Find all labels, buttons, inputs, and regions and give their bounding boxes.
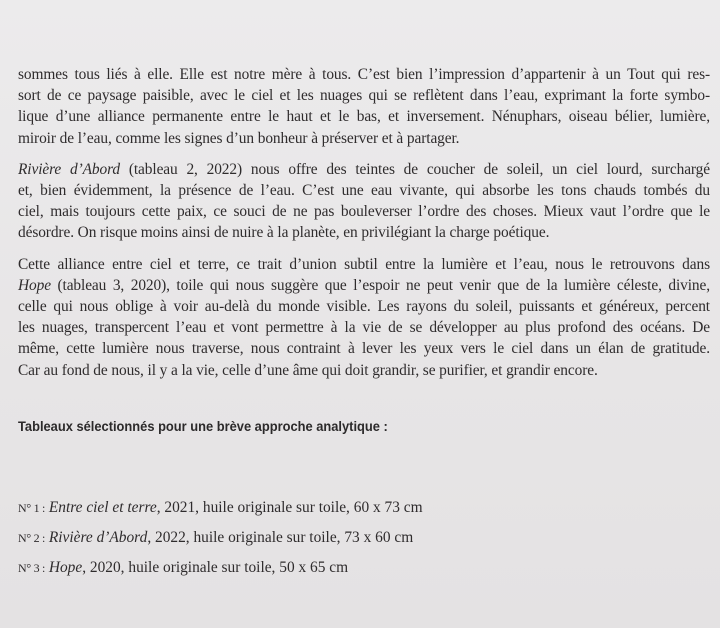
painting-details: , 2021, huile originale sur toile, 60 x 73 cm	[156, 499, 423, 516]
list-item	[18, 558, 423, 578]
text-line: même, cette lumière nous traverse, nous contraint à lever les yeux vers le ciel dans un élan de gratitude.	[18, 340, 710, 358]
text-line: Cette alliance entre ciel et terre, ce trait d’union subtil entre la lumière et l’eau, nous le retrouvons dans	[18, 255, 710, 273]
list-item	[18, 528, 423, 548]
text-line	[18, 159, 710, 180]
text-line: celle qui nous oblige à voir au-delà du monde visible. Les rayons du soleil, puissants et généreux, percent	[18, 298, 710, 316]
text-line: sommes tous liés à elle. Elle est notre mère à tous. C’est bien l’impression d’appartenir à un Tout qui res-	[18, 66, 710, 83]
text-line	[18, 275, 710, 296]
painting-title: Rivière d’Abord	[18, 160, 121, 178]
item-number: N° 2 :	[18, 531, 45, 545]
text-line: et, bien évidemment, la présence de l’eau. C’est une eau vivante, qui absorbe les tons chauds tombés du	[18, 182, 710, 200]
painting-details: , 2020, huile originale sur toile, 50 x 65 cm	[82, 559, 349, 576]
body-text	[18, 64, 710, 391]
list-item	[18, 498, 423, 518]
paragraph-1	[18, 64, 710, 149]
painting-title: Hope	[18, 276, 51, 294]
text-line: ciel, mais toujours cette paix, ce souci de ne pas bouleverser l’ordre des choses. Mieux vaut l’ordre que le	[18, 203, 710, 221]
text-line: désordre. On risque moins ainsi de nuire à la planète, en privilégiant la charge poétique.	[18, 224, 550, 242]
paragraph-3	[18, 254, 710, 381]
painting-title: Hope	[48, 559, 83, 576]
text-line: miroir de l’eau, comme les signes d’un bonheur à préserver et à partager.	[18, 129, 460, 147]
item-number: N° 1 :	[18, 501, 45, 515]
painting-title: Rivière d’Abord	[48, 529, 148, 546]
text-fragment: (tableau 3, 2020), toile qui nous suggère que l’espoir ne peut venir que de la lumière céleste, divine,	[50, 276, 710, 294]
painting-list	[18, 498, 423, 588]
text-line: les nuages, transpercent l’eau et vont permettre à la vie de se développer au plus profond des océans. De	[18, 319, 710, 337]
text-fragment: (tableau 2, 2022) nous offre des teintes de coucher de soleil, un ciel lourd, surchargé	[120, 160, 710, 178]
paragraph-2	[18, 159, 710, 244]
section-heading: Tableaux sélectionnés pour une brève approche analytique :	[18, 418, 388, 434]
text-line: lique d’une alliance permanente entre le haut et le bas, et inversement. Nénuphars, oiseau bélier, lumière,	[18, 108, 710, 126]
text-line: Car au fond de nous, il y a la vie, celle d’une âme qui doit grandir, se purifier, et grandir encore.	[18, 361, 598, 379]
painting-details: , 2022, huile originale sur toile, 73 x 60 cm	[147, 529, 414, 546]
painting-title: Entre ciel et terre	[48, 499, 157, 516]
item-number: N° 3 :	[18, 561, 45, 575]
text-line: sort de ce paysage paisible, avec le ciel et les nuages qui se reflètent dans l’eau, exprimant la forte symbo-	[18, 87, 710, 105]
